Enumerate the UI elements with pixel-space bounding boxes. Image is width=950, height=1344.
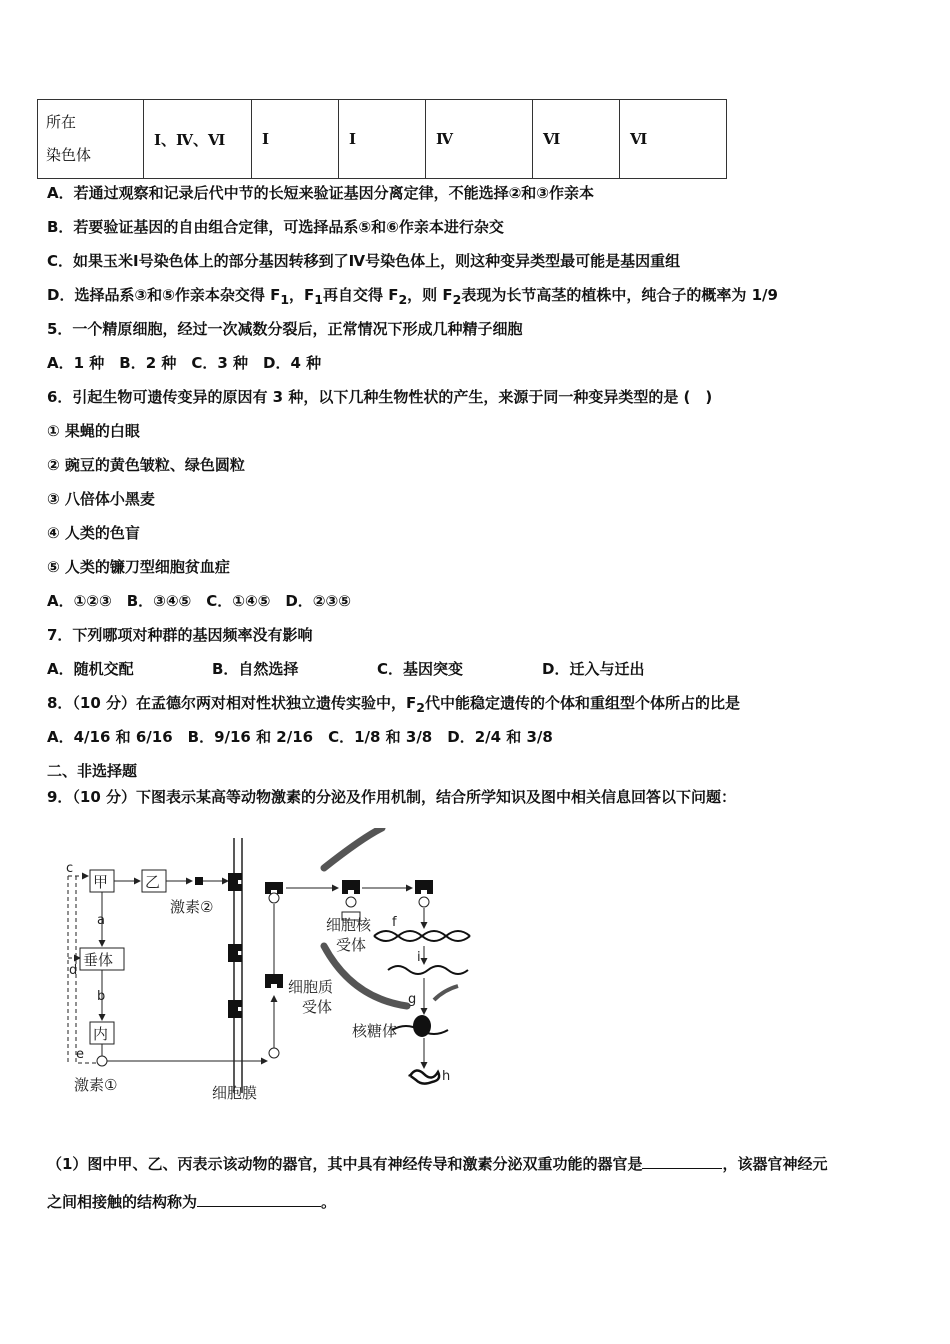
header-line-2: 染色体 [46, 146, 92, 164]
nuclear-envelope [324, 828, 382, 868]
label-b: b [97, 989, 106, 1004]
q4-option-a: A．若通过观察和记录后代中节的长短来验证基因分离定律，不能选择②和③作亲本 [47, 184, 595, 202]
hormone2-molecule [195, 877, 203, 885]
table-cell: Ⅰ、Ⅳ、Ⅵ [144, 100, 252, 179]
organ-nei: 内 [93, 1025, 109, 1043]
answer-blank[interactable] [642, 1152, 722, 1169]
nuclear-receptor-label-1: 细胞核 [326, 916, 372, 934]
label-d: d [69, 963, 78, 978]
q7-option: B．自然选择 [212, 660, 299, 678]
table-cell: Ⅵ [533, 100, 620, 179]
membrane-label: 细胞膜 [212, 1084, 258, 1102]
q6-item: ⑤ 人类的镰刀型细胞贫血症 [47, 558, 230, 576]
label-h: h [442, 1069, 451, 1084]
section-heading: 二、非选择题 [47, 762, 138, 780]
label-c: c [66, 861, 74, 876]
hormone1-label: 激素① [74, 1076, 118, 1094]
table-header-cell [38, 100, 144, 179]
organ-jia: 甲 [93, 873, 109, 891]
q4-option-b: B．若要验证基因的自由组合定律，可选择品系⑤和⑥作亲本进行杂交 [47, 218, 504, 236]
q6-stem: 6．引起生物可遗传变异的原因有 3 种，以下几种生物性状的产生，来源于同一种变异类型的是 ( ) [47, 388, 713, 406]
subscript: 2 [416, 700, 425, 715]
protein-product [410, 1070, 440, 1083]
label-g: g [408, 992, 417, 1007]
q7-option: D．迁入与迁出 [542, 660, 645, 678]
mrna-strand [388, 966, 468, 974]
text-run: （1）图中甲、乙、丙表示该动物的器官，其中具有神经传导和激素分泌双重功能的器官是 [47, 1155, 643, 1173]
q6-item: ① 果蝇的白眼 [47, 422, 140, 440]
q6-item: ③ 八倍体小黑麦 [47, 490, 155, 508]
table-row [38, 100, 727, 179]
q4-option-c: C．如果玉米Ⅰ号染色体上的部分基因转移到了Ⅳ号染色体上，则这种变异类型最可能是基因重组 [47, 252, 681, 270]
chromosome-table [37, 99, 727, 179]
q7-stem: 7．下列哪项对种群的基因频率没有影响 [47, 626, 313, 644]
q5-stem: 5．一个精原细胞，经过一次减数分裂后，正常情况下形成几种精子细胞 [47, 320, 523, 338]
cytoplasm-receptor [265, 974, 283, 988]
label-i: i [417, 950, 421, 965]
table-cell: Ⅰ [252, 100, 339, 179]
q4-option-d [47, 284, 778, 311]
label-e: e [76, 1047, 84, 1062]
text-run: ，该器官神经元 [722, 1155, 828, 1173]
organ-yi: 乙 [145, 873, 161, 891]
text-run: 代中能稳定遗传的个体和重组型个体所占的比是 [425, 694, 741, 712]
q6-options: A．①②③ B．③④⑤ C．①④⑤ D．②③⑤ [47, 592, 351, 610]
text-run: 表现为长节高茎的植株中，纯合子的概率为 1/9 [461, 286, 778, 304]
label-a: a [97, 913, 105, 928]
ribosome-label: 核糖体 [352, 1022, 398, 1040]
hormone2-label: 激素② [170, 898, 214, 916]
answer-blank[interactable] [197, 1190, 321, 1207]
hormone1-molecule [97, 1056, 107, 1066]
hormone-mechanism-figure [62, 828, 482, 1108]
subscript: 2 [398, 292, 408, 307]
q7-options [47, 658, 644, 680]
text-run: 之间相接触的结构称为 [47, 1193, 198, 1211]
text-run: ，F [289, 286, 315, 304]
nuclear-envelope [324, 946, 407, 1006]
nuclear-receptor-label-2: 受体 [336, 936, 367, 954]
pituitary-label: 垂体 [83, 951, 114, 969]
q5-options: A．1 种 B．2 种 C．3 种 D．4 种 [47, 354, 322, 372]
q7-option: A．随机交配 [47, 660, 134, 678]
subscript: 1 [314, 292, 323, 307]
q6-item: ② 豌豆的黄色皱粒、绿色圆粒 [47, 456, 245, 474]
text-run: D．选择品系③和⑤作亲本杂交得 F [47, 286, 281, 304]
text-run: 。 [321, 1193, 337, 1211]
text-run: ，则 F [407, 286, 453, 304]
receptor-hormone-complex [265, 882, 283, 894]
cyto-receptor-label-1: 细胞质 [288, 978, 334, 996]
membrane-receptors [228, 873, 242, 1018]
q8-stem [47, 692, 740, 719]
subscript: 2 [452, 292, 462, 307]
subscript: 1 [280, 292, 290, 307]
q9-stem: 9．（10 分）下图表示某高等动物激素的分泌及作用机制，结合所学知识及图中相关信息回答以下问题： [47, 788, 737, 806]
text-run: 再自交得 F [322, 286, 399, 304]
q7-option: C．基因突变 [377, 660, 464, 678]
header-line-1: 所在 [46, 113, 77, 131]
q9-sub1-line2 [47, 1190, 336, 1213]
table-cell: Ⅰ [339, 100, 426, 179]
ribosome [413, 1015, 431, 1037]
table-cell: Ⅳ [426, 100, 533, 179]
table-cell: Ⅵ [620, 100, 727, 179]
q9-sub1-line1 [47, 1152, 827, 1175]
label-f: f [392, 915, 397, 930]
dna-strand [374, 931, 470, 941]
q8-options: A．4/16 和 6/16 B．9/16 和 2/16 C．1/8 和 3/8 D．2/4 和 3/8 [47, 728, 553, 746]
cyto-receptor-label-2: 受体 [302, 998, 333, 1016]
q6-item: ④ 人类的色盲 [47, 524, 140, 542]
text-run: 8．（10 分）在孟德尔两对相对性状独立遗传实验中，F [47, 694, 417, 712]
